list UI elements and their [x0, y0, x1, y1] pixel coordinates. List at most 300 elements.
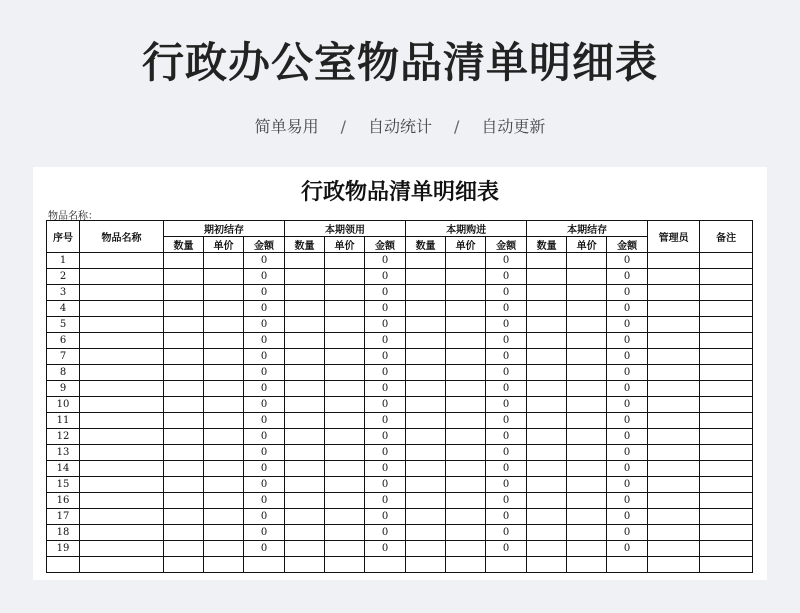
cell-amount[interactable]: 0	[486, 509, 527, 525]
cell-remark[interactable]	[700, 509, 753, 525]
cell-unit-price[interactable]	[325, 349, 365, 365]
cell-amount[interactable]: 0	[607, 269, 648, 285]
cell-amount[interactable]	[365, 557, 406, 573]
cell-quantity[interactable]	[527, 461, 567, 477]
cell-unit-price[interactable]	[446, 461, 486, 477]
cell-quantity[interactable]	[164, 557, 204, 573]
cell-index[interactable]: 18	[47, 525, 80, 541]
cell-amount[interactable]: 0	[486, 397, 527, 413]
cell-quantity[interactable]	[527, 541, 567, 557]
cell-amount[interactable]: 0	[607, 285, 648, 301]
cell-quantity[interactable]	[285, 381, 325, 397]
cell-unit-price[interactable]	[204, 477, 244, 493]
cell-unit-price[interactable]	[325, 493, 365, 509]
cell-unit-price[interactable]	[204, 365, 244, 381]
cell-amount[interactable]: 0	[607, 493, 648, 509]
cell-amount[interactable]: 0	[486, 349, 527, 365]
cell-quantity[interactable]	[406, 493, 446, 509]
cell-quantity[interactable]	[406, 349, 446, 365]
cell-quantity[interactable]	[285, 445, 325, 461]
cell-unit-price[interactable]	[204, 493, 244, 509]
cell-remark[interactable]	[700, 557, 753, 573]
cell-unit-price[interactable]	[325, 253, 365, 269]
cell-unit-price[interactable]	[446, 397, 486, 413]
cell-unit-price[interactable]	[446, 493, 486, 509]
cell-amount[interactable]: 0	[607, 461, 648, 477]
cell-quantity[interactable]	[285, 285, 325, 301]
cell-amount[interactable]: 0	[486, 253, 527, 269]
cell-unit-price[interactable]	[204, 461, 244, 477]
cell-quantity[interactable]	[285, 349, 325, 365]
cell-manager[interactable]	[648, 461, 700, 477]
cell-unit-price[interactable]	[204, 285, 244, 301]
cell-manager[interactable]	[648, 445, 700, 461]
cell-quantity[interactable]	[285, 317, 325, 333]
cell-amount[interactable]: 0	[486, 301, 527, 317]
cell-item-name[interactable]	[80, 397, 164, 413]
cell-unit-price[interactable]	[567, 301, 607, 317]
cell-amount[interactable]: 0	[365, 285, 406, 301]
cell-manager[interactable]	[648, 317, 700, 333]
cell-quantity[interactable]	[527, 429, 567, 445]
cell-quantity[interactable]	[164, 381, 204, 397]
cell-amount[interactable]: 0	[365, 365, 406, 381]
cell-quantity[interactable]	[285, 493, 325, 509]
cell-index[interactable]: 10	[47, 397, 80, 413]
cell-quantity[interactable]	[164, 349, 204, 365]
cell-index[interactable]: 1	[47, 253, 80, 269]
cell-manager[interactable]	[648, 333, 700, 349]
cell-manager[interactable]	[648, 365, 700, 381]
cell-unit-price[interactable]	[567, 317, 607, 333]
cell-unit-price[interactable]	[567, 365, 607, 381]
cell-unit-price[interactable]	[325, 365, 365, 381]
cell-quantity[interactable]	[406, 541, 446, 557]
cell-unit-price[interactable]	[204, 349, 244, 365]
cell-quantity[interactable]	[527, 365, 567, 381]
cell-amount[interactable]: 0	[244, 253, 285, 269]
cell-amount[interactable]: 0	[365, 413, 406, 429]
cell-quantity[interactable]	[406, 525, 446, 541]
cell-unit-price[interactable]	[325, 269, 365, 285]
cell-quantity[interactable]	[164, 397, 204, 413]
cell-amount[interactable]: 0	[607, 301, 648, 317]
cell-amount[interactable]: 0	[365, 349, 406, 365]
cell-unit-price[interactable]	[325, 381, 365, 397]
cell-unit-price[interactable]	[325, 541, 365, 557]
cell-unit-price[interactable]	[204, 301, 244, 317]
cell-unit-price[interactable]	[446, 557, 486, 573]
cell-unit-price[interactable]	[325, 477, 365, 493]
cell-quantity[interactable]	[285, 509, 325, 525]
cell-remark[interactable]	[700, 253, 753, 269]
cell-manager[interactable]	[648, 509, 700, 525]
cell-unit-price[interactable]	[204, 333, 244, 349]
cell-amount[interactable]: 0	[486, 525, 527, 541]
cell-unit-price[interactable]	[446, 317, 486, 333]
cell-item-name[interactable]	[80, 509, 164, 525]
cell-index[interactable]: 12	[47, 429, 80, 445]
cell-unit-price[interactable]	[567, 397, 607, 413]
cell-amount[interactable]: 0	[607, 397, 648, 413]
cell-index[interactable]: 16	[47, 493, 80, 509]
cell-amount[interactable]: 0	[365, 253, 406, 269]
cell-remark[interactable]	[700, 301, 753, 317]
cell-manager[interactable]	[648, 301, 700, 317]
cell-index[interactable]: 19	[47, 541, 80, 557]
cell-quantity[interactable]	[164, 317, 204, 333]
cell-quantity[interactable]	[527, 397, 567, 413]
cell-unit-price[interactable]	[567, 381, 607, 397]
cell-amount[interactable]: 0	[244, 349, 285, 365]
cell-amount[interactable]: 0	[486, 541, 527, 557]
cell-amount[interactable]: 0	[607, 413, 648, 429]
cell-amount[interactable]	[244, 557, 285, 573]
cell-amount[interactable]: 0	[607, 365, 648, 381]
cell-manager[interactable]	[648, 381, 700, 397]
cell-item-name[interactable]	[80, 477, 164, 493]
cell-index[interactable]: 5	[47, 317, 80, 333]
cell-quantity[interactable]	[164, 541, 204, 557]
cell-quantity[interactable]	[164, 493, 204, 509]
cell-quantity[interactable]	[527, 445, 567, 461]
cell-unit-price[interactable]	[446, 333, 486, 349]
cell-quantity[interactable]	[164, 269, 204, 285]
cell-quantity[interactable]	[406, 445, 446, 461]
cell-index[interactable]: 6	[47, 333, 80, 349]
cell-manager[interactable]	[648, 397, 700, 413]
cell-unit-price[interactable]	[204, 317, 244, 333]
cell-manager[interactable]	[648, 285, 700, 301]
cell-quantity[interactable]	[406, 397, 446, 413]
cell-amount[interactable]: 0	[244, 365, 285, 381]
cell-amount[interactable]: 0	[607, 509, 648, 525]
cell-remark[interactable]	[700, 381, 753, 397]
cell-manager[interactable]	[648, 413, 700, 429]
cell-item-name[interactable]	[80, 557, 164, 573]
cell-index[interactable]: 13	[47, 445, 80, 461]
cell-unit-price[interactable]	[567, 349, 607, 365]
cell-quantity[interactable]	[164, 285, 204, 301]
cell-quantity[interactable]	[406, 413, 446, 429]
cell-quantity[interactable]	[406, 365, 446, 381]
cell-index[interactable]: 3	[47, 285, 80, 301]
cell-remark[interactable]	[700, 317, 753, 333]
cell-unit-price[interactable]	[325, 317, 365, 333]
cell-amount[interactable]: 0	[607, 429, 648, 445]
cell-quantity[interactable]	[406, 381, 446, 397]
cell-quantity[interactable]	[406, 301, 446, 317]
cell-amount[interactable]: 0	[244, 509, 285, 525]
cell-remark[interactable]	[700, 429, 753, 445]
cell-unit-price[interactable]	[204, 541, 244, 557]
cell-quantity[interactable]	[527, 301, 567, 317]
cell-quantity[interactable]	[406, 557, 446, 573]
cell-quantity[interactable]	[527, 253, 567, 269]
cell-quantity[interactable]	[406, 429, 446, 445]
cell-quantity[interactable]	[285, 557, 325, 573]
cell-quantity[interactable]	[164, 301, 204, 317]
cell-amount[interactable]: 0	[486, 285, 527, 301]
cell-index[interactable]: 9	[47, 381, 80, 397]
cell-unit-price[interactable]	[567, 525, 607, 541]
cell-quantity[interactable]	[285, 397, 325, 413]
cell-item-name[interactable]	[80, 285, 164, 301]
cell-unit-price[interactable]	[446, 525, 486, 541]
cell-remark[interactable]	[700, 349, 753, 365]
cell-unit-price[interactable]	[325, 525, 365, 541]
cell-amount[interactable]: 0	[486, 477, 527, 493]
cell-unit-price[interactable]	[446, 477, 486, 493]
cell-unit-price[interactable]	[325, 429, 365, 445]
cell-unit-price[interactable]	[567, 509, 607, 525]
cell-unit-price[interactable]	[567, 253, 607, 269]
cell-remark[interactable]	[700, 333, 753, 349]
cell-manager[interactable]	[648, 269, 700, 285]
cell-item-name[interactable]	[80, 461, 164, 477]
cell-unit-price[interactable]	[204, 525, 244, 541]
cell-unit-price[interactable]	[325, 397, 365, 413]
cell-amount[interactable]: 0	[365, 301, 406, 317]
cell-quantity[interactable]	[527, 269, 567, 285]
cell-amount[interactable]: 0	[486, 269, 527, 285]
cell-unit-price[interactable]	[567, 445, 607, 461]
cell-unit-price[interactable]	[567, 333, 607, 349]
cell-item-name[interactable]	[80, 541, 164, 557]
cell-amount[interactable]: 0	[607, 541, 648, 557]
cell-item-name[interactable]	[80, 301, 164, 317]
cell-quantity[interactable]	[164, 461, 204, 477]
cell-quantity[interactable]	[285, 413, 325, 429]
cell-unit-price[interactable]	[567, 493, 607, 509]
cell-unit-price[interactable]	[204, 509, 244, 525]
cell-amount[interactable]: 0	[244, 317, 285, 333]
cell-amount[interactable]: 0	[244, 269, 285, 285]
cell-amount[interactable]: 0	[607, 349, 648, 365]
cell-manager[interactable]	[648, 429, 700, 445]
cell-unit-price[interactable]	[567, 413, 607, 429]
cell-quantity[interactable]	[164, 509, 204, 525]
cell-quantity[interactable]	[406, 253, 446, 269]
cell-quantity[interactable]	[285, 301, 325, 317]
cell-amount[interactable]: 0	[365, 429, 406, 445]
cell-unit-price[interactable]	[204, 413, 244, 429]
cell-index[interactable]: 7	[47, 349, 80, 365]
cell-quantity[interactable]	[527, 317, 567, 333]
cell-manager[interactable]	[648, 557, 700, 573]
cell-unit-price[interactable]	[567, 461, 607, 477]
cell-amount[interactable]: 0	[607, 381, 648, 397]
cell-quantity[interactable]	[164, 413, 204, 429]
cell-unit-price[interactable]	[325, 413, 365, 429]
cell-quantity[interactable]	[406, 317, 446, 333]
cell-item-name[interactable]	[80, 429, 164, 445]
cell-quantity[interactable]	[164, 445, 204, 461]
cell-manager[interactable]	[648, 349, 700, 365]
cell-item-name[interactable]	[80, 317, 164, 333]
cell-unit-price[interactable]	[567, 285, 607, 301]
cell-quantity[interactable]	[164, 477, 204, 493]
cell-unit-price[interactable]	[446, 269, 486, 285]
cell-unit-price[interactable]	[567, 429, 607, 445]
cell-amount[interactable]: 0	[365, 477, 406, 493]
cell-amount[interactable]: 0	[486, 317, 527, 333]
cell-item-name[interactable]	[80, 413, 164, 429]
cell-amount[interactable]: 0	[486, 365, 527, 381]
cell-amount[interactable]: 0	[365, 525, 406, 541]
cell-quantity[interactable]	[285, 477, 325, 493]
cell-unit-price[interactable]	[446, 381, 486, 397]
cell-quantity[interactable]	[527, 477, 567, 493]
cell-manager[interactable]	[648, 541, 700, 557]
cell-unit-price[interactable]	[446, 509, 486, 525]
cell-amount[interactable]: 0	[244, 493, 285, 509]
cell-quantity[interactable]	[527, 493, 567, 509]
cell-index[interactable]: 2	[47, 269, 80, 285]
cell-index[interactable]: 11	[47, 413, 80, 429]
cell-index[interactable]: 15	[47, 477, 80, 493]
cell-unit-price[interactable]	[446, 429, 486, 445]
cell-remark[interactable]	[700, 525, 753, 541]
cell-index[interactable]	[47, 557, 80, 573]
cell-item-name[interactable]	[80, 445, 164, 461]
cell-amount[interactable]: 0	[365, 493, 406, 509]
cell-amount[interactable]: 0	[244, 477, 285, 493]
cell-amount[interactable]: 0	[486, 493, 527, 509]
cell-quantity[interactable]	[164, 253, 204, 269]
cell-quantity[interactable]	[527, 333, 567, 349]
cell-amount[interactable]	[607, 557, 648, 573]
cell-quantity[interactable]	[164, 429, 204, 445]
cell-quantity[interactable]	[164, 365, 204, 381]
cell-amount[interactable]	[486, 557, 527, 573]
cell-index[interactable]: 14	[47, 461, 80, 477]
cell-quantity[interactable]	[527, 509, 567, 525]
cell-unit-price[interactable]	[446, 253, 486, 269]
cell-quantity[interactable]	[285, 525, 325, 541]
cell-unit-price[interactable]	[204, 397, 244, 413]
cell-quantity[interactable]	[164, 525, 204, 541]
cell-quantity[interactable]	[285, 365, 325, 381]
cell-item-name[interactable]	[80, 253, 164, 269]
cell-amount[interactable]: 0	[244, 413, 285, 429]
cell-quantity[interactable]	[527, 381, 567, 397]
cell-item-name[interactable]	[80, 269, 164, 285]
cell-amount[interactable]: 0	[607, 477, 648, 493]
cell-unit-price[interactable]	[446, 285, 486, 301]
cell-item-name[interactable]	[80, 525, 164, 541]
cell-remark[interactable]	[700, 445, 753, 461]
cell-amount[interactable]: 0	[365, 397, 406, 413]
cell-amount[interactable]: 0	[607, 525, 648, 541]
cell-amount[interactable]: 0	[365, 317, 406, 333]
cell-unit-price[interactable]	[325, 509, 365, 525]
cell-amount[interactable]: 0	[244, 445, 285, 461]
cell-unit-price[interactable]	[567, 557, 607, 573]
cell-unit-price[interactable]	[325, 333, 365, 349]
cell-remark[interactable]	[700, 477, 753, 493]
cell-amount[interactable]: 0	[607, 333, 648, 349]
cell-amount[interactable]: 0	[365, 269, 406, 285]
cell-unit-price[interactable]	[325, 285, 365, 301]
cell-remark[interactable]	[700, 493, 753, 509]
cell-quantity[interactable]	[406, 477, 446, 493]
cell-item-name[interactable]	[80, 493, 164, 509]
cell-amount[interactable]: 0	[486, 333, 527, 349]
cell-quantity[interactable]	[285, 333, 325, 349]
cell-amount[interactable]: 0	[244, 429, 285, 445]
cell-amount[interactable]: 0	[365, 333, 406, 349]
cell-amount[interactable]: 0	[486, 445, 527, 461]
cell-quantity[interactable]	[527, 285, 567, 301]
cell-item-name[interactable]	[80, 381, 164, 397]
cell-amount[interactable]: 0	[486, 429, 527, 445]
cell-quantity[interactable]	[406, 333, 446, 349]
cell-amount[interactable]: 0	[244, 461, 285, 477]
cell-manager[interactable]	[648, 525, 700, 541]
cell-quantity[interactable]	[164, 333, 204, 349]
cell-unit-price[interactable]	[204, 557, 244, 573]
cell-remark[interactable]	[700, 285, 753, 301]
cell-amount[interactable]: 0	[365, 541, 406, 557]
cell-item-name[interactable]	[80, 365, 164, 381]
cell-unit-price[interactable]	[204, 445, 244, 461]
cell-unit-price[interactable]	[567, 541, 607, 557]
cell-unit-price[interactable]	[204, 381, 244, 397]
cell-unit-price[interactable]	[446, 349, 486, 365]
cell-quantity[interactable]	[406, 461, 446, 477]
cell-amount[interactable]: 0	[365, 381, 406, 397]
cell-unit-price[interactable]	[567, 477, 607, 493]
cell-remark[interactable]	[700, 397, 753, 413]
cell-unit-price[interactable]	[325, 557, 365, 573]
cell-quantity[interactable]	[285, 541, 325, 557]
cell-amount[interactable]: 0	[365, 461, 406, 477]
cell-amount[interactable]: 0	[486, 413, 527, 429]
cell-unit-price[interactable]	[446, 445, 486, 461]
cell-amount[interactable]: 0	[244, 285, 285, 301]
cell-amount[interactable]: 0	[244, 397, 285, 413]
cell-quantity[interactable]	[527, 525, 567, 541]
cell-quantity[interactable]	[285, 253, 325, 269]
cell-remark[interactable]	[700, 269, 753, 285]
cell-unit-price[interactable]	[446, 541, 486, 557]
cell-quantity[interactable]	[285, 429, 325, 445]
cell-index[interactable]: 4	[47, 301, 80, 317]
cell-amount[interactable]: 0	[244, 301, 285, 317]
cell-amount[interactable]: 0	[486, 461, 527, 477]
cell-unit-price[interactable]	[204, 269, 244, 285]
cell-unit-price[interactable]	[446, 301, 486, 317]
cell-amount[interactable]: 0	[244, 525, 285, 541]
cell-remark[interactable]	[700, 413, 753, 429]
cell-remark[interactable]	[700, 365, 753, 381]
cell-amount[interactable]: 0	[607, 317, 648, 333]
cell-unit-price[interactable]	[325, 301, 365, 317]
cell-amount[interactable]: 0	[486, 381, 527, 397]
cell-quantity[interactable]	[406, 285, 446, 301]
cell-manager[interactable]	[648, 253, 700, 269]
cell-quantity[interactable]	[527, 349, 567, 365]
cell-remark[interactable]	[700, 461, 753, 477]
cell-index[interactable]: 8	[47, 365, 80, 381]
cell-quantity[interactable]	[406, 269, 446, 285]
cell-remark[interactable]	[700, 541, 753, 557]
cell-unit-price[interactable]	[446, 413, 486, 429]
cell-amount[interactable]: 0	[365, 509, 406, 525]
cell-quantity[interactable]	[285, 461, 325, 477]
cell-amount[interactable]: 0	[365, 445, 406, 461]
